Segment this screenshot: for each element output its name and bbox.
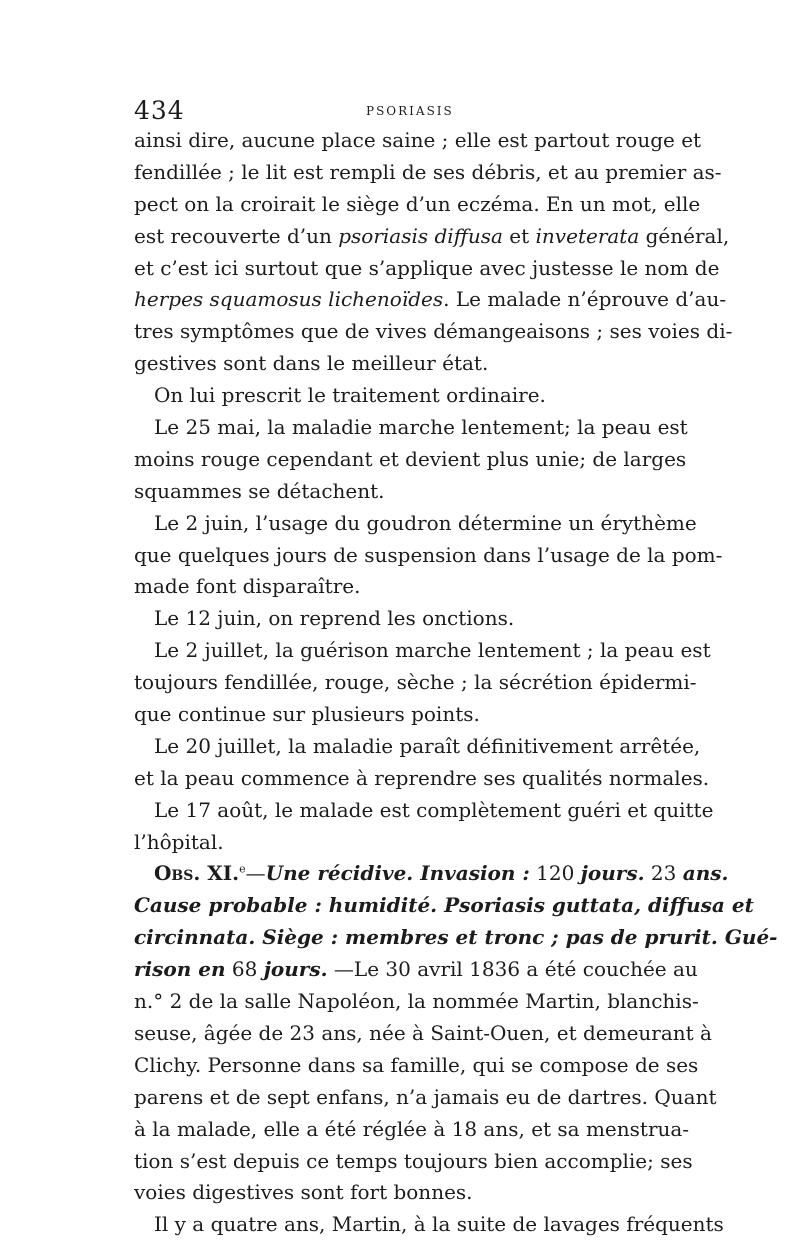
text-line: et c’est ici surtout que s’applique avec justesse le nom de — [134, 255, 720, 280]
text-line: fendillée ; le lit est rempli de ses débris, et au premier as- — [134, 159, 722, 184]
text-line — [134, 954, 698, 986]
text-line: tion s’est depuis ce temps toujours bien accomplie; ses — [134, 1148, 693, 1173]
dash: — — [245, 861, 266, 886]
text-line: à la malade, elle a été réglée à 18 ans, et sa menstrua- — [134, 1116, 690, 1141]
text-run: 23 — [644, 861, 683, 886]
text-line: squammes se détachent. — [134, 478, 385, 503]
obs-label: Obs. XI. — [154, 861, 240, 886]
text-line: toujours fendillée, rouge, sèche ; la sécrétion épidermi- — [134, 670, 697, 695]
text-line — [134, 284, 727, 316]
text-line: seuse, âgée de 23 ans, née à Saint-Ouen, et demeurant à — [134, 1020, 712, 1045]
text-line: et la peau commence à reprendre ses qualités normales. — [134, 765, 710, 790]
text-line: Le 20 juillet, la maladie paraît définitivement arrêtée, — [154, 733, 701, 758]
superscript: e — [239, 862, 246, 876]
text-line: moins rouge cependant et devient plus unie; de larges — [134, 446, 687, 471]
text-run: 68 — [225, 957, 264, 982]
text-line: Il y a quatre ans, Martin, à la suite de lavages fréquents — [154, 1212, 724, 1237]
italic-term: herpes squamosus lichenoïdes — [134, 287, 444, 312]
running-head — [134, 96, 668, 126]
text-line: Le 2 juillet, la guérison marche lentement ; la peau est — [154, 638, 711, 663]
body-text — [134, 125, 778, 1241]
text-line: Le 25 mai, la maladie marche lentement; la peau est — [154, 415, 688, 440]
text-line: que continue sur plusieurs points. — [134, 702, 480, 727]
text-run: —Le 30 avril 1836 a été couchée au — [327, 957, 698, 982]
observation-heading — [134, 858, 729, 890]
text-line: l’hôpital. — [134, 829, 224, 854]
italic-term: jours. — [263, 957, 328, 982]
italic-term: rison en — [134, 957, 226, 982]
text-line: Cause probable : humidité. Psoriasis guttata, diffusa et — [134, 893, 754, 918]
text-line: circinnata. Siège : membres et tronc ; pas de prurit. Gué- — [134, 925, 778, 950]
text-line: Le 17 août, le malade est complètement guéri et quitte — [154, 797, 714, 822]
text-line: tres symptômes que de vives démangeaisons ; ses voies di- — [134, 319, 733, 344]
text-line: n.° 2 de la salle Napoléon, la nommée Martin, blanchis- — [134, 989, 699, 1014]
text-line — [134, 221, 730, 253]
page-number: 434 — [134, 96, 185, 125]
text-run: général, — [639, 223, 730, 248]
text-line: Le 2 juin, l’usage du goudron détermine un érythème — [154, 510, 697, 535]
text-line: gestives sont dans le meilleur état. — [134, 351, 489, 376]
text-line: voies digestives sont fort bonnes. — [134, 1180, 473, 1205]
text-line: On lui prescrit le traitement ordinaire. — [154, 383, 546, 408]
text-run: 120 — [529, 861, 581, 886]
text-line: made font disparaître. — [134, 574, 361, 599]
text-line: ainsi dire, aucune place saine ; elle est partout rouge et — [134, 128, 702, 152]
italic-term: psoriasis diffusa — [338, 223, 503, 248]
text-line: parens et de sept enfans, n’a jamais eu de dartres. Quant — [134, 1084, 717, 1109]
italic-term: ans. — [682, 861, 729, 886]
italic-term: jours. — [580, 861, 645, 886]
italic-term: inveterata — [535, 223, 640, 248]
text-run: . Le malade n’éprouve d’au- — [443, 287, 727, 312]
italic-term: Une récidive. Invasion : — [265, 861, 530, 886]
text-run: est recouverte d’un — [134, 223, 339, 248]
text-line: Clichy. Personne dans sa famille, qui se compose de ses — [134, 1052, 699, 1077]
text-line: pect on la croirait le siège d’un eczéma. En un mot, elle — [134, 191, 701, 216]
text-line: que quelques jours de suspension dans l’usage de la pom- — [134, 542, 723, 567]
text-line: Le 12 juin, on reprend les onctions. — [154, 606, 515, 631]
text-run: et — [502, 223, 536, 248]
running-title: PSORIASIS — [366, 104, 454, 118]
